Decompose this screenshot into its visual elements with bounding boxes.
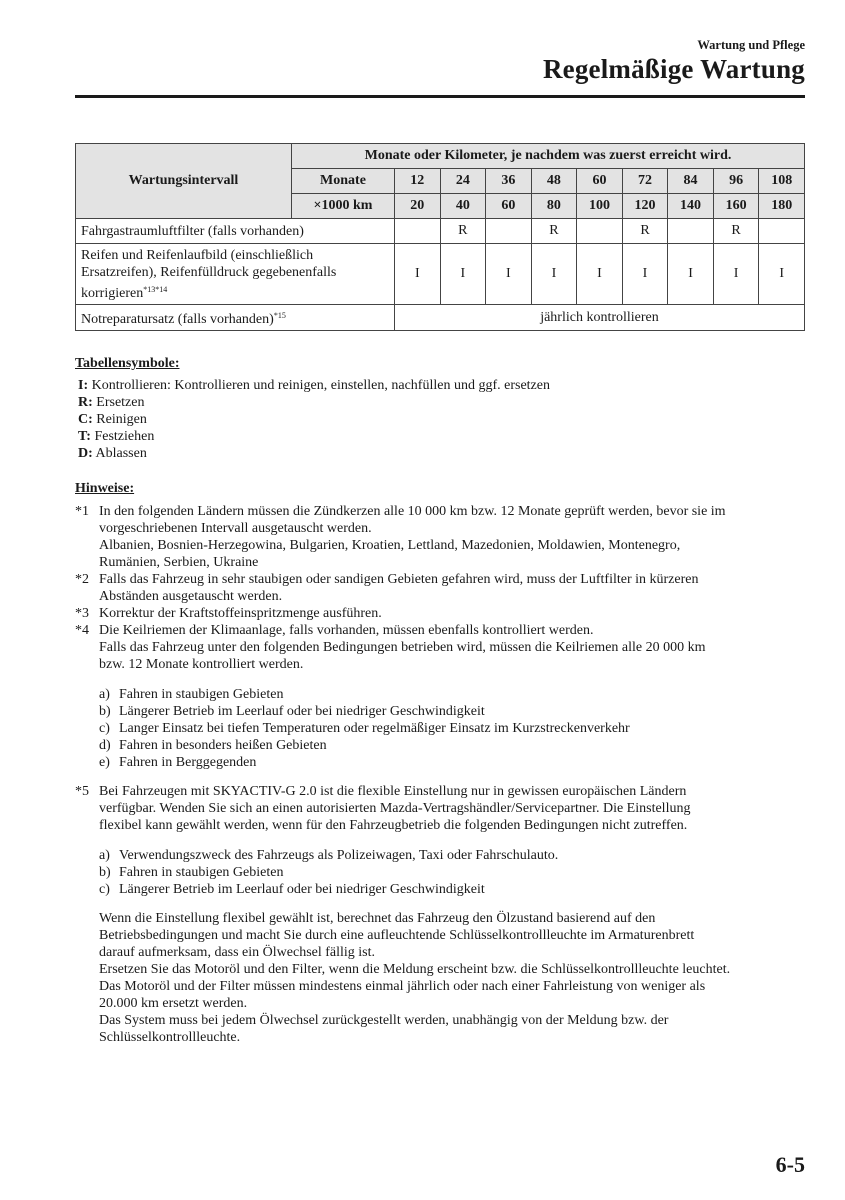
sub-text: Fahren in staubigen Gebieten — [119, 865, 284, 880]
note-mark: *4 — [75, 623, 89, 638]
km-cell: 20 — [395, 194, 441, 219]
row-value — [486, 219, 532, 244]
month-cell: 36 — [486, 169, 532, 194]
note-line: verfügbar. Wenden Sie sich an einen autorisierten Mazda-Vertragshändler/Servicepartner. Die Einstellung — [99, 801, 691, 816]
sub-letter: a) — [99, 687, 110, 702]
sub-letter: c) — [99, 721, 110, 736]
table-row — [76, 244, 805, 305]
row-value: R — [531, 219, 577, 244]
row-item-name — [76, 244, 395, 305]
row-value: I — [713, 244, 759, 305]
symbol-key: C: — [78, 412, 93, 427]
sub-text: Längerer Betrieb im Leerlauf oder bei niedriger Geschwindigkeit — [119, 704, 485, 719]
km-cell: 120 — [622, 194, 668, 219]
row-value: I — [531, 244, 577, 305]
note-sub-item — [75, 686, 810, 703]
table-caption: Monate oder Kilometer, je nachdem was zuerst erreicht wird. — [292, 144, 805, 169]
month-cell: 12 — [395, 169, 441, 194]
row-value — [395, 219, 441, 244]
note-sub-item — [75, 864, 810, 881]
symbol-item — [78, 428, 550, 445]
symbol-key: I: — [78, 378, 89, 393]
note-sub-item — [75, 703, 810, 720]
row-value: R — [713, 219, 759, 244]
note-line: Ersetzen Sie das Motoröl und den Filter, wenn die Meldung erscheint bzw. die Schlüsselkontrollleuchte leuchtet. — [99, 962, 731, 977]
km-cell: 40 — [440, 194, 486, 219]
sub-text: Verwendungszweck des Fahrzeugs als Polizeiwagen, Taxi oder Fahrschulauto. — [119, 848, 559, 863]
row-value: I — [577, 244, 623, 305]
note-line: Das Motoröl und der Filter müssen mindestens einmal jährlich oder nach einer Fahrleistung von weniger als — [99, 979, 706, 994]
header-section: Wartung und Pflege — [697, 38, 805, 52]
row-value: I — [759, 244, 805, 305]
symbols-title: Tabellensymbole: — [75, 356, 180, 371]
note-mark: *5 — [75, 784, 89, 799]
note-1 — [75, 503, 810, 571]
month-cell: 60 — [577, 169, 623, 194]
row-item-line: korrigieren — [81, 285, 144, 301]
symbols-section — [75, 355, 550, 462]
note-line: 20.000 km ersetzt werden. — [99, 996, 248, 1011]
symbol-item — [78, 377, 550, 394]
month-cell: 96 — [713, 169, 759, 194]
km-cell: 60 — [486, 194, 532, 219]
note-sub-item — [75, 881, 810, 898]
note-4 — [75, 622, 810, 673]
note-line: Falls das Fahrzeug unter den folgenden Bedingungen betrieben wird, müssen die Keilriemen alle 20 000 km — [99, 640, 706, 655]
note-3 — [75, 605, 810, 622]
sub-letter: e) — [99, 755, 110, 770]
symbol-key: R: — [78, 395, 93, 410]
sub-letter: b) — [99, 865, 111, 880]
sub-text: Fahren in staubigen Gebieten — [119, 687, 284, 702]
month-cell: 24 — [440, 169, 486, 194]
note-mark: *3 — [75, 606, 89, 621]
page-number: 6-5 — [775, 1152, 805, 1177]
note-line: Betriebsbedingungen und macht Sie durch eine aufleuchtende Schlüsselkontrollleuchte im Armaturenbrett — [99, 928, 695, 943]
row-item-name: Fahrgastraumluftfilter (falls vorhanden) — [76, 219, 395, 244]
sub-text: Fahren in Berggegenden — [119, 755, 257, 770]
note-sub-item — [75, 720, 810, 737]
row-value: I — [395, 244, 441, 305]
row-value: I — [486, 244, 532, 305]
note-line: vorgeschriebenen Intervall ausgetauscht werden. — [99, 521, 372, 536]
note-line: Die Keilriemen der Klimaanlage, falls vorhanden, müssen ebenfalls kontrolliert werden. — [99, 623, 594, 638]
interval-header: Wartungsintervall — [76, 144, 292, 219]
symbol-text: Festziehen — [94, 429, 155, 444]
symbol-key: T: — [78, 429, 91, 444]
note-line: Das System muss bei jedem Ölwechsel zurückgestellt werden, unabhängig von der Meldung bzw. der — [99, 1013, 669, 1028]
row-item-name — [76, 305, 395, 331]
km-cell: 100 — [577, 194, 623, 219]
month-cell: 108 — [759, 169, 805, 194]
note-line: Schlüsselkontrollleuchte. — [99, 1030, 241, 1045]
sub-letter: d) — [99, 738, 111, 753]
sub-letter: c) — [99, 882, 110, 897]
note-2 — [75, 571, 810, 605]
symbol-key: D: — [78, 446, 93, 461]
note-line: flexibel kann gewählt werden, wenn für den Fahrzeugbetrieb die folgenden Bedingungen nicht zutreffen. — [99, 818, 688, 833]
row-value: R — [440, 219, 486, 244]
sub-letter: a) — [99, 848, 110, 863]
header-rule — [75, 95, 805, 98]
footnote-ref: *13*14 — [143, 284, 168, 294]
symbol-item — [78, 411, 550, 428]
sub-text: Längerer Betrieb im Leerlauf oder bei niedriger Geschwindigkeit — [119, 882, 485, 897]
symbol-text: Ersetzen — [96, 395, 145, 410]
km-cell: 160 — [713, 194, 759, 219]
km-cell: 140 — [668, 194, 714, 219]
table-row — [76, 219, 805, 244]
row-value: R — [622, 219, 668, 244]
row-value — [577, 219, 623, 244]
row-item-line: Notreparatursatz (falls vorhanden) — [81, 312, 274, 327]
row-span-value: jährlich kontrollieren — [395, 305, 805, 331]
notes-title: Hinweise: — [75, 481, 135, 496]
table-row — [76, 305, 805, 331]
note-line: Wenn die Einstellung flexibel gewählt ist, berechnet das Fahrzeug den Ölzustand basierend auf den — [99, 911, 656, 926]
note-sub-item — [75, 754, 810, 771]
note-5-details — [75, 910, 810, 1046]
note-5 — [75, 783, 810, 834]
row-value — [668, 219, 714, 244]
symbol-text: Kontrollieren: Kontrollieren und reinigen, einstellen, nachfüllen und ggf. ersetzen — [91, 378, 550, 393]
sub-text: Langer Einsatz bei tiefen Temperaturen oder regelmäßiger Einsatz im Kurzstreckenverkehr — [119, 721, 630, 736]
month-cell: 48 — [531, 169, 577, 194]
note-line: bzw. 12 Monate kontrolliert werden. — [99, 657, 304, 672]
symbol-text: Reinigen — [96, 412, 147, 427]
note-sub-item — [75, 847, 810, 864]
row-value — [759, 219, 805, 244]
footnote-ref: *15 — [273, 311, 286, 320]
symbol-item — [78, 445, 550, 462]
note-line: Falls das Fahrzeug in sehr staubigen oder sandigen Gebieten gefahren wird, muss der Luftfilter in kürzeren — [99, 572, 699, 587]
note-line: In den folgenden Ländern müssen die Zündkerzen alle 10 000 km bzw. 12 Monate geprüft werden, bevor sie im — [99, 504, 726, 519]
note-line: Abständen ausgetauscht werden. — [99, 589, 283, 604]
note-line: darauf aufmerksam, dass ein Ölwechsel fällig ist. — [99, 945, 376, 960]
month-cell: 72 — [622, 169, 668, 194]
note-sub-item — [75, 737, 810, 754]
note-line: Albanien, Bosnien-Herzegowina, Bulgarien, Kroatien, Lettland, Mazedonien, Moldawien, Montenegro, — [99, 538, 681, 553]
km-cell: 80 — [531, 194, 577, 219]
note-mark: *2 — [75, 572, 89, 587]
symbol-text: Ablassen — [95, 446, 147, 461]
maintenance-table — [75, 143, 805, 331]
row-value: I — [440, 244, 486, 305]
page-title: Regelmäßige Wartung — [542, 54, 805, 84]
row-value: I — [668, 244, 714, 305]
note-line: Rumänien, Serbien, Ukraine — [99, 555, 259, 570]
row-value: I — [622, 244, 668, 305]
months-label: Monate — [292, 169, 395, 194]
km-label: ×1000 km — [292, 194, 395, 219]
symbol-item — [78, 394, 550, 411]
note-mark: *1 — [75, 504, 89, 519]
km-cell: 180 — [759, 194, 805, 219]
sub-text: Fahren in besonders heißen Gebieten — [119, 738, 327, 753]
month-cell: 84 — [668, 169, 714, 194]
notes-section — [75, 480, 810, 1046]
row-item-line: Reifen und Reifenlaufbild (einschließlich — [81, 247, 314, 263]
note-line: Bei Fahrzeugen mit SKYACTIV-G 2.0 ist die flexible Einstellung nur in gewissen europäischen Ländern — [99, 784, 687, 799]
row-item-line: Ersatzreifen), Reifenfülldruck gegebenenfalls — [81, 264, 337, 280]
note-line: Korrektur der Kraftstoffeinspritzmenge ausführen. — [99, 606, 382, 621]
sub-letter: b) — [99, 704, 111, 719]
